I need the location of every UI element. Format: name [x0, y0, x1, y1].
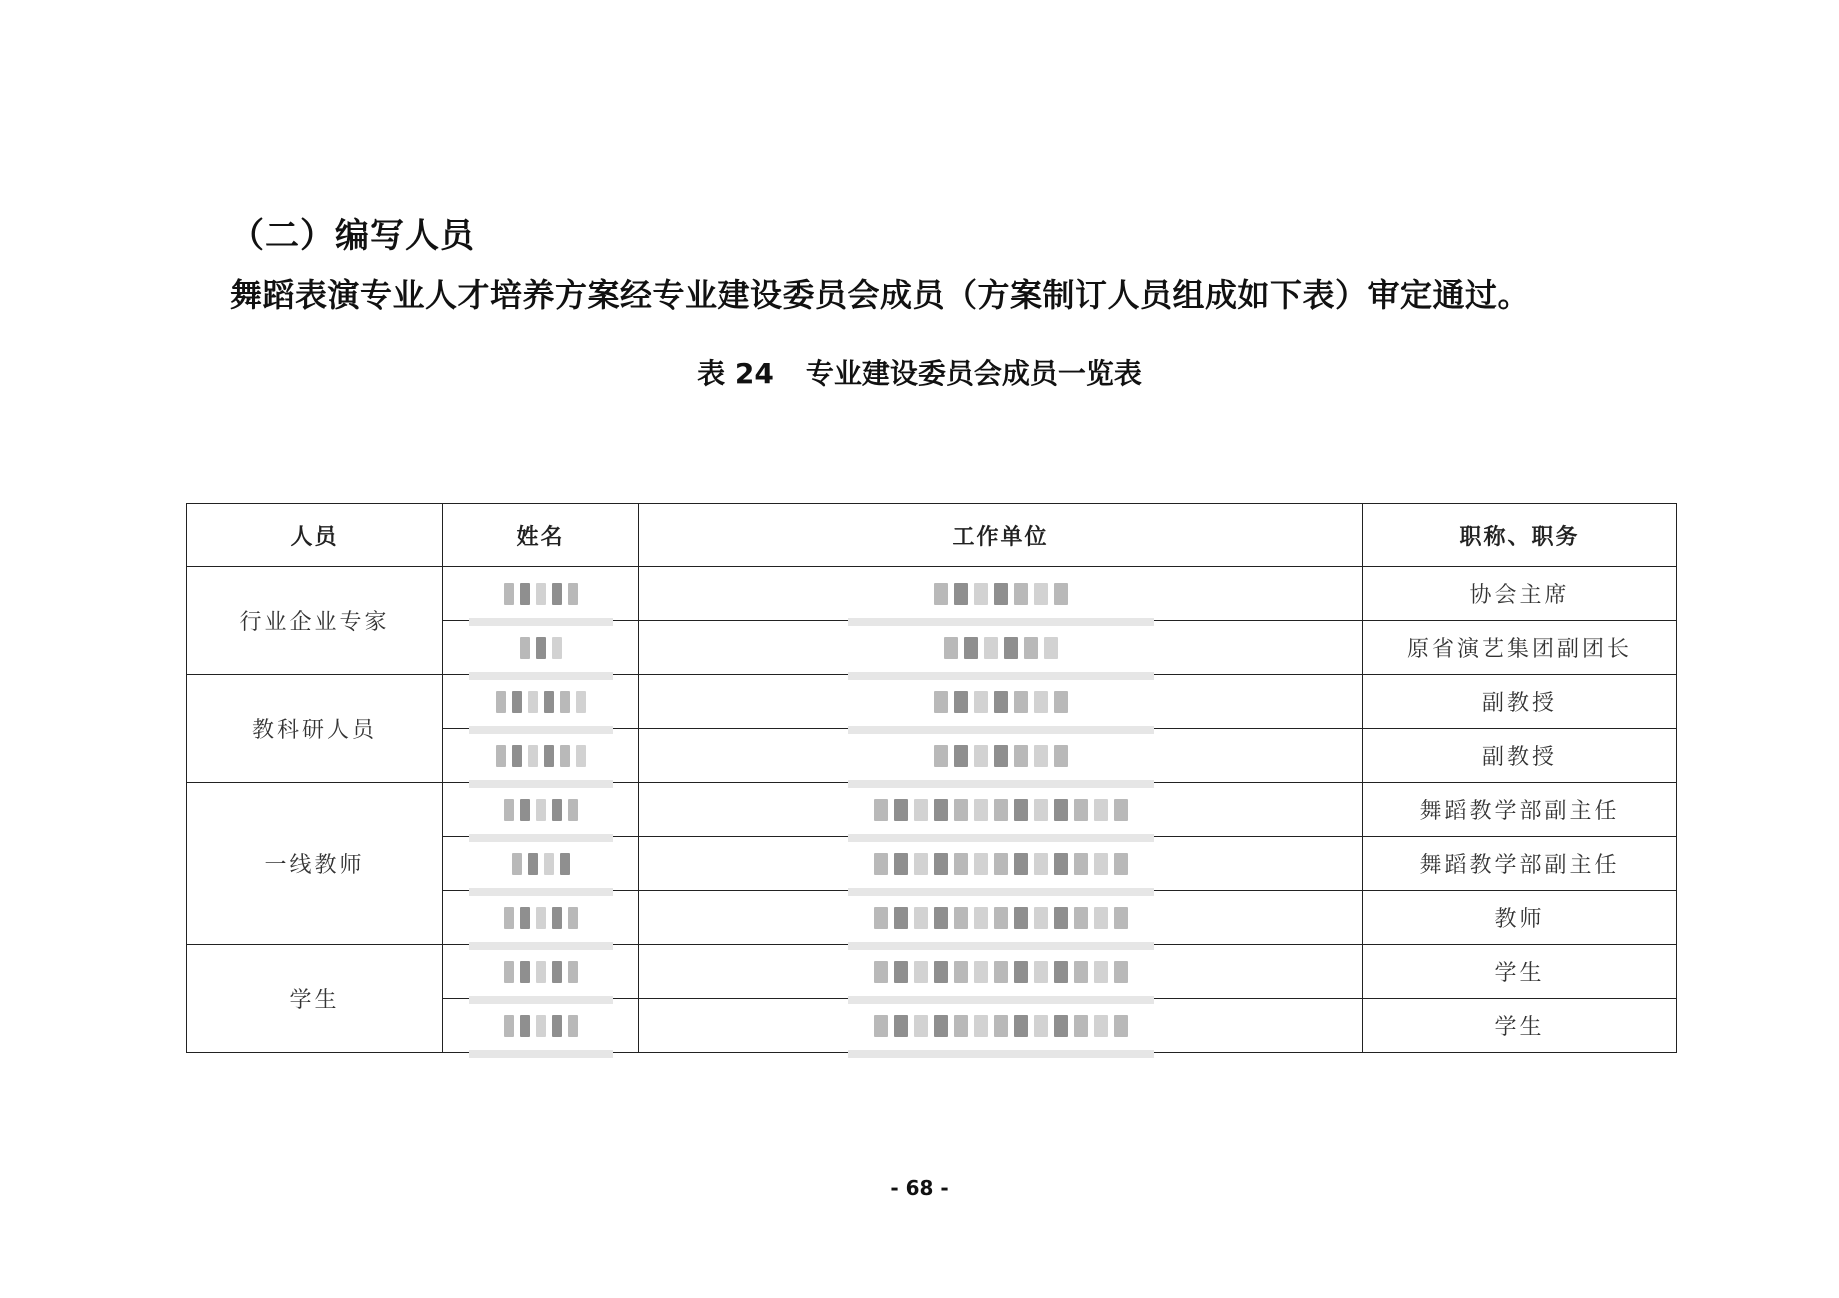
table-row	[187, 945, 1677, 999]
role-group-cell: 学生	[187, 945, 443, 1053]
redacted-name	[443, 621, 639, 675]
redacted-workplace	[639, 945, 1363, 999]
title-cell: 舞蹈教学部副主任	[1363, 783, 1677, 837]
redacted-workplace	[639, 621, 1363, 675]
section-heading: （二）编写人员	[230, 216, 475, 256]
role-group-cell: 教科研人员	[187, 675, 443, 783]
title-cell: 教师	[1363, 891, 1677, 945]
redacted-workplace	[639, 729, 1363, 783]
header-name: 姓名	[443, 504, 639, 567]
redacted-workplace	[639, 783, 1363, 837]
redacted-name	[443, 999, 639, 1053]
table-header-row	[187, 504, 1677, 567]
title-cell: 副教授	[1363, 729, 1677, 783]
title-cell: 学生	[1363, 945, 1677, 999]
redacted-name	[443, 837, 639, 891]
redacted-name	[443, 675, 639, 729]
header-workplace: 工作单位	[639, 504, 1363, 567]
redacted-workplace	[639, 891, 1363, 945]
committee-members-table	[186, 503, 1677, 1053]
redacted-name	[443, 891, 639, 945]
role-group-cell: 行业企业专家	[187, 567, 443, 675]
title-cell: 学生	[1363, 999, 1677, 1053]
title-cell: 舞蹈教学部副主任	[1363, 837, 1677, 891]
redacted-name	[443, 567, 639, 621]
role-group-cell: 一线教师	[187, 783, 443, 945]
table-caption-title: 专业建设委员会成员一览表	[805, 357, 1142, 390]
table-row	[187, 675, 1677, 729]
title-cell: 协会主席	[1363, 567, 1677, 621]
redacted-workplace	[639, 999, 1363, 1053]
table-row	[187, 567, 1677, 621]
table-caption-number: 表 24	[697, 357, 774, 390]
header-role: 人员	[187, 504, 443, 567]
header-title-position: 职称、职务	[1363, 504, 1677, 567]
redacted-name	[443, 945, 639, 999]
redacted-name	[443, 729, 639, 783]
intro-paragraph: 舞蹈表演专业人才培养方案经专业建设委员会成员（方案制订人员组成如下表）审定通过。	[230, 276, 1531, 314]
redacted-workplace	[639, 837, 1363, 891]
title-cell: 副教授	[1363, 675, 1677, 729]
page-number: - 68 -	[890, 1176, 949, 1200]
redacted-workplace	[639, 675, 1363, 729]
table-caption	[0, 352, 1839, 392]
title-cell: 原省演艺集团副团长	[1363, 621, 1677, 675]
redacted-name	[443, 783, 639, 837]
redacted-workplace	[639, 567, 1363, 621]
table-row	[187, 783, 1677, 837]
